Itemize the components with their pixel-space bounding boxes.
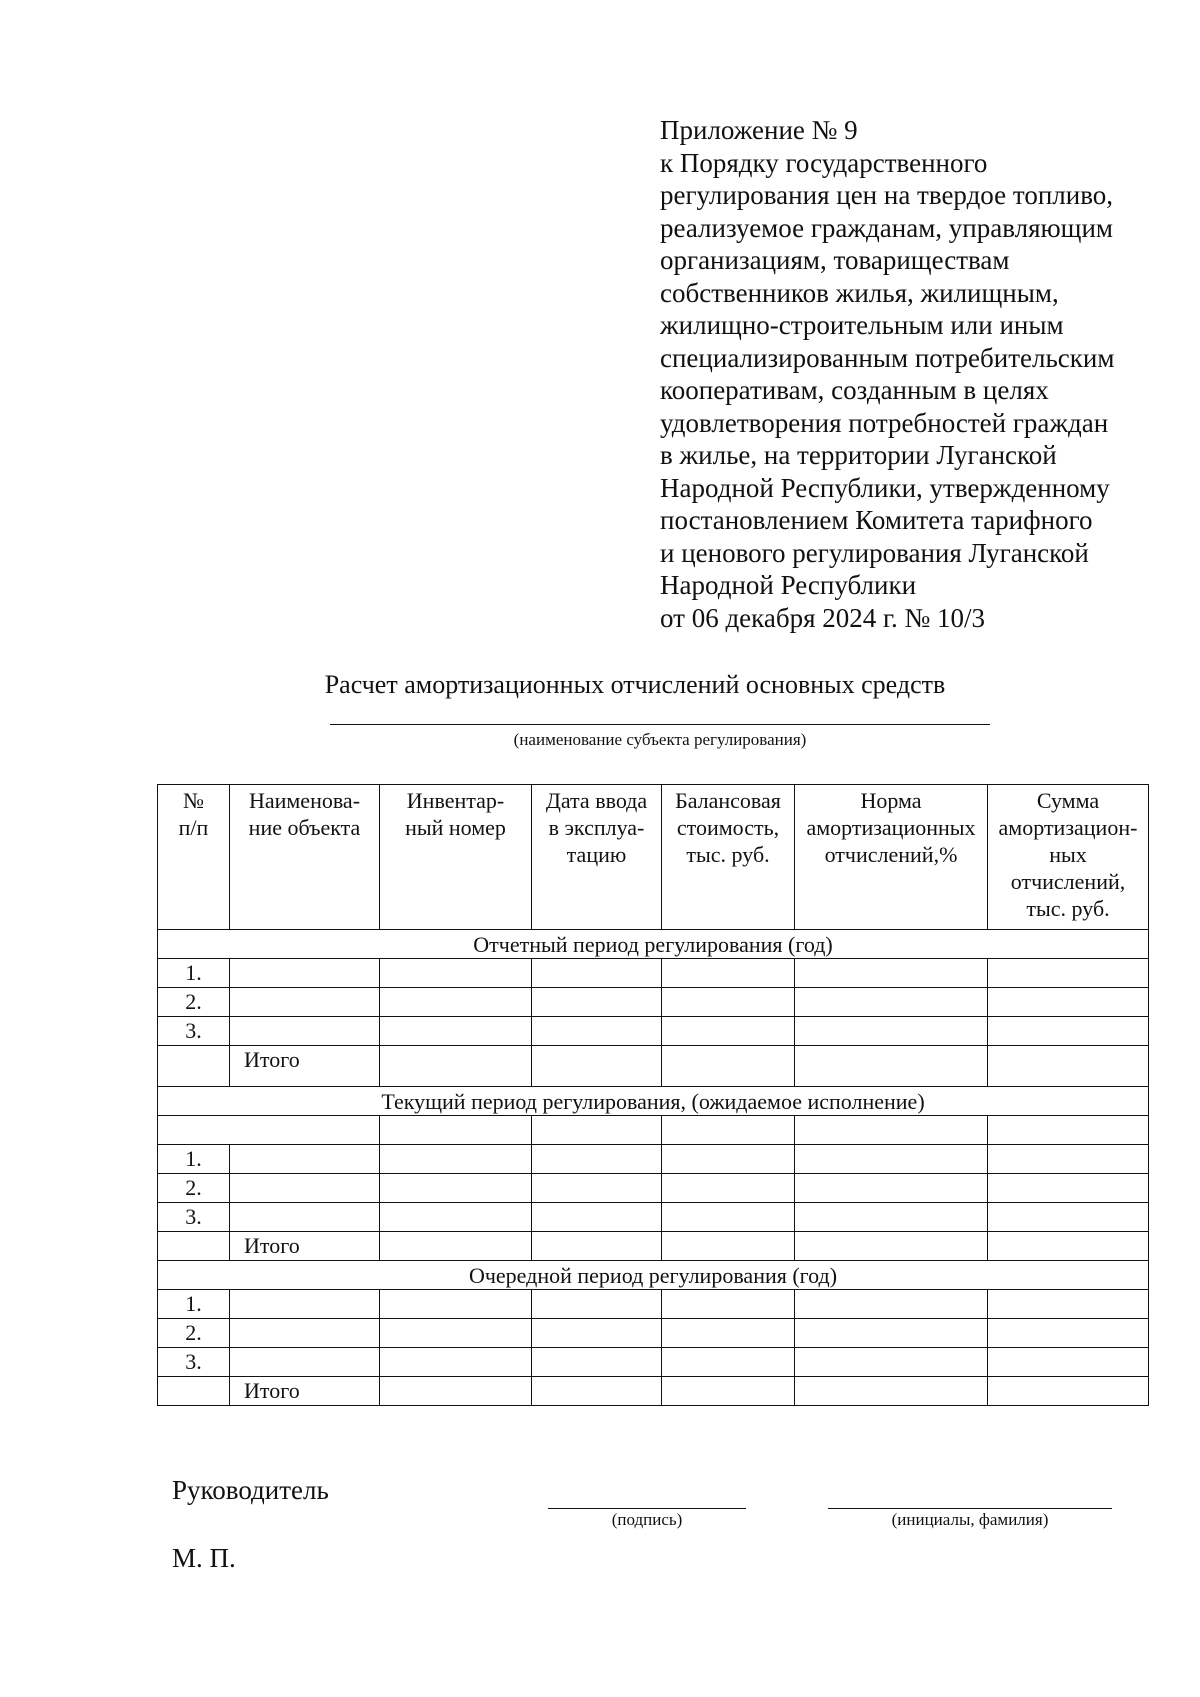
table-row bbox=[158, 1290, 1149, 1319]
header-depreciation-amount bbox=[988, 785, 1149, 930]
table-cell bbox=[158, 1116, 380, 1145]
table-cell bbox=[532, 959, 662, 988]
row-number: 2. bbox=[158, 1319, 230, 1348]
table-cell bbox=[380, 1145, 532, 1174]
table-cell bbox=[988, 1046, 1149, 1087]
header-commissioning-date bbox=[532, 785, 662, 930]
appendix-line: удовлетворения потребностей граждан bbox=[660, 407, 1109, 438]
table-cell bbox=[230, 1174, 380, 1203]
table-cell bbox=[988, 1319, 1149, 1348]
table-cell bbox=[532, 1017, 662, 1046]
table-cell bbox=[380, 1377, 532, 1406]
table-cell bbox=[532, 1046, 662, 1087]
depreciation-table bbox=[157, 784, 1149, 1406]
row-number: 1. bbox=[158, 959, 230, 988]
header-line: Дата ввода bbox=[545, 788, 648, 813]
table-row bbox=[158, 1203, 1149, 1232]
table-cell bbox=[230, 988, 380, 1017]
table-cell bbox=[532, 988, 662, 1017]
table-cell bbox=[230, 959, 380, 988]
header-line: Норма bbox=[860, 788, 922, 813]
table-cell bbox=[795, 1046, 988, 1087]
table-cell bbox=[988, 1017, 1149, 1046]
table-cell bbox=[988, 988, 1149, 1017]
table-cell bbox=[988, 1116, 1149, 1145]
table-row bbox=[158, 1348, 1149, 1377]
header-line: Сумма bbox=[1036, 788, 1100, 813]
table-cell bbox=[795, 1290, 988, 1319]
appendix-line: регулирования цен на твердое топливо, bbox=[660, 180, 1114, 210]
header-line: тацию bbox=[566, 842, 627, 867]
appendix-line: организациям, товариществам bbox=[660, 245, 1010, 275]
table-cell bbox=[380, 1290, 532, 1319]
table-cell bbox=[988, 1232, 1149, 1261]
table-cell bbox=[795, 988, 988, 1017]
table-cell bbox=[662, 1377, 795, 1406]
table-cell bbox=[988, 959, 1149, 988]
row-number: 3. bbox=[158, 1348, 230, 1377]
appendix-line: и ценового регулирования Луганской bbox=[660, 537, 1089, 568]
table-cell bbox=[532, 1232, 662, 1261]
table-row bbox=[158, 1319, 1149, 1348]
total-row bbox=[158, 1046, 1149, 1087]
table-cell bbox=[662, 1319, 795, 1348]
appendix-line: Народной Республики bbox=[660, 570, 917, 600]
table-cell bbox=[230, 1145, 380, 1174]
table-cell bbox=[532, 1203, 662, 1232]
table-cell bbox=[380, 988, 532, 1017]
header-line: ных bbox=[1049, 842, 1087, 867]
header-number bbox=[158, 785, 230, 930]
table-cell bbox=[230, 1348, 380, 1377]
table-cell bbox=[230, 1017, 380, 1046]
table-cell bbox=[988, 1348, 1149, 1377]
table-cell bbox=[380, 1319, 532, 1348]
header-object-name bbox=[230, 785, 380, 930]
header-line: амортизационных bbox=[806, 815, 976, 840]
table-cell bbox=[662, 1116, 795, 1145]
table-cell bbox=[532, 1348, 662, 1377]
row-number: 2. bbox=[158, 988, 230, 1017]
table-header-row bbox=[158, 785, 1149, 930]
table-row bbox=[158, 988, 1149, 1017]
header-line: № bbox=[183, 788, 204, 813]
header-line: тыс. руб. bbox=[1026, 896, 1110, 921]
row-number: 1. bbox=[158, 1290, 230, 1319]
blank-row bbox=[158, 1116, 1149, 1145]
total-label: Итого bbox=[230, 1046, 380, 1087]
section-row-next bbox=[158, 1261, 1149, 1290]
header-inventory-number bbox=[380, 785, 532, 930]
table-cell bbox=[230, 1319, 380, 1348]
name-line bbox=[828, 1508, 1112, 1509]
table-cell bbox=[988, 1145, 1149, 1174]
header-line: Инвентар- bbox=[406, 788, 505, 813]
table-cell bbox=[795, 1319, 988, 1348]
appendix-line: специализированным потребительским bbox=[660, 342, 1115, 373]
table-cell bbox=[988, 1203, 1149, 1232]
table-cell bbox=[662, 1046, 795, 1087]
total-label: Итого bbox=[230, 1377, 380, 1406]
table-cell bbox=[380, 1232, 532, 1261]
appendix-block bbox=[660, 114, 1180, 634]
row-number: 3. bbox=[158, 1203, 230, 1232]
table-cell bbox=[532, 1145, 662, 1174]
appendix-line: от 06 декабря 2024 г. № 10/3 bbox=[660, 602, 986, 633]
header-book-value bbox=[662, 785, 795, 930]
table-cell bbox=[662, 1017, 795, 1046]
table-cell bbox=[988, 1290, 1149, 1319]
subject-name-caption: (наименование субъекта регулирования) bbox=[513, 730, 807, 749]
signatory-role: Руководитель bbox=[172, 1475, 329, 1505]
section-row-current bbox=[158, 1087, 1149, 1116]
appendix-line: кооперативам, созданным в целях bbox=[660, 375, 1049, 405]
header-line: тыс. руб. bbox=[686, 842, 770, 867]
name-caption: (инициалы, фамилия) bbox=[891, 1510, 1049, 1529]
table-cell bbox=[158, 1046, 230, 1087]
table-row bbox=[158, 1145, 1149, 1174]
table-cell bbox=[380, 1174, 532, 1203]
section-title: Отчетный период регулирования (год) bbox=[158, 930, 1149, 959]
table-cell bbox=[662, 1203, 795, 1232]
header-line: стоимость, bbox=[676, 815, 780, 840]
table-cell bbox=[380, 1046, 532, 1087]
appendix-line: жилищно-строительным или иным bbox=[660, 310, 1064, 340]
section-title: Текущий период регулирования, (ожидаемое исполнение) bbox=[158, 1087, 1149, 1116]
table-cell bbox=[662, 1145, 795, 1174]
signature-line bbox=[548, 1508, 746, 1509]
appendix-line: в жилье, на территории Луганской bbox=[660, 440, 1057, 470]
table-cell bbox=[532, 1116, 662, 1145]
header-line: Наименова- bbox=[248, 788, 361, 813]
table-cell bbox=[988, 1377, 1149, 1406]
appendix-line: реализуемое гражданам, управляющим bbox=[660, 212, 1114, 243]
header-line: п/п bbox=[178, 815, 209, 840]
table-cell bbox=[795, 959, 988, 988]
table-cell bbox=[795, 1232, 988, 1261]
table-cell bbox=[230, 1290, 380, 1319]
header-line: Балансовая bbox=[675, 788, 781, 813]
header-line: отчислений,% bbox=[824, 842, 958, 867]
table-cell bbox=[532, 1319, 662, 1348]
appendix-line: собственников жилья, жилищным, bbox=[660, 277, 1059, 308]
table-cell bbox=[795, 1377, 988, 1406]
table-cell bbox=[158, 1377, 230, 1406]
table-cell bbox=[795, 1203, 988, 1232]
table-cell bbox=[662, 1348, 795, 1377]
total-label: Итого bbox=[230, 1232, 380, 1261]
table-cell bbox=[380, 1203, 532, 1232]
appendix-line: Приложение № 9 bbox=[660, 115, 858, 145]
table-cell bbox=[795, 1017, 988, 1046]
appendix-line: Народной Республики, утвержденному bbox=[660, 472, 1110, 503]
appendix-line: к Порядку государственного bbox=[660, 147, 988, 178]
table-cell bbox=[795, 1145, 988, 1174]
table-cell bbox=[662, 988, 795, 1017]
table-cell bbox=[662, 1174, 795, 1203]
total-row bbox=[158, 1232, 1149, 1261]
table-cell bbox=[795, 1116, 988, 1145]
table-cell bbox=[532, 1377, 662, 1406]
row-number: 1. bbox=[158, 1145, 230, 1174]
section-title: Очередной период регулирования (год) bbox=[158, 1261, 1149, 1290]
appendix-line: постановлением Комитета тарифного bbox=[660, 505, 1093, 535]
header-line: ный номер bbox=[405, 815, 506, 840]
header-line: ние объекта bbox=[248, 815, 361, 840]
header-line: амортизацион- bbox=[998, 815, 1138, 840]
header-line: в эксплуа- bbox=[548, 815, 645, 840]
table-cell bbox=[532, 1290, 662, 1319]
table-cell bbox=[380, 1017, 532, 1046]
table-cell bbox=[380, 1348, 532, 1377]
header-line: отчислений, bbox=[1010, 869, 1126, 894]
table-cell bbox=[158, 1232, 230, 1261]
table-cell bbox=[662, 959, 795, 988]
table-cell bbox=[380, 959, 532, 988]
table-cell bbox=[662, 1232, 795, 1261]
row-number: 2. bbox=[158, 1174, 230, 1203]
signature-caption: (подпись) bbox=[611, 1510, 683, 1529]
table-cell bbox=[380, 1116, 532, 1145]
table-cell bbox=[795, 1174, 988, 1203]
stamp-place: М. П. bbox=[172, 1543, 236, 1573]
table-cell bbox=[532, 1174, 662, 1203]
section-row-reporting bbox=[158, 930, 1149, 959]
total-row bbox=[158, 1377, 1149, 1406]
table-row bbox=[158, 1174, 1149, 1203]
table-row bbox=[158, 1017, 1149, 1046]
table-row bbox=[158, 959, 1149, 988]
subject-name-line bbox=[330, 724, 990, 725]
table-cell bbox=[662, 1290, 795, 1319]
document-title: Расчет амортизационных отчислений основных средств bbox=[324, 670, 946, 699]
header-depreciation-rate bbox=[795, 785, 988, 930]
table-cell bbox=[988, 1174, 1149, 1203]
table-cell bbox=[230, 1203, 380, 1232]
table-cell bbox=[795, 1348, 988, 1377]
row-number: 3. bbox=[158, 1017, 230, 1046]
